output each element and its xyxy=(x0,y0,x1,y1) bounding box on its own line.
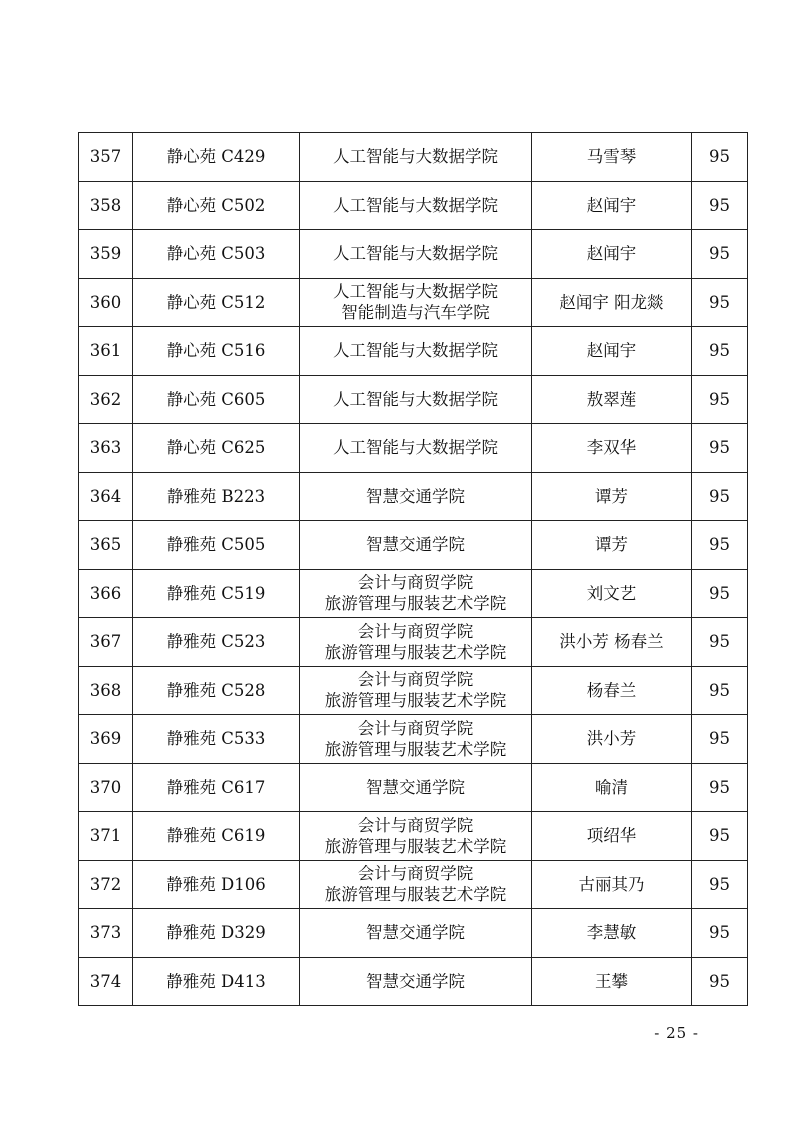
cell-staff: 谭芳 xyxy=(532,521,692,570)
table-row xyxy=(79,909,748,958)
college-name: 旅游管理与服装艺术学院 xyxy=(324,885,507,905)
table-row xyxy=(79,181,748,230)
table-row xyxy=(79,133,748,182)
college-name: 人工智能与大数据学院 xyxy=(333,341,498,361)
cell-number: 359 xyxy=(79,230,133,279)
cell-staff: 王攀 xyxy=(532,957,692,1006)
cell-college xyxy=(300,909,532,958)
cell-score: 95 xyxy=(692,327,748,376)
cell-college xyxy=(300,181,532,230)
cell-staff: 古丽其乃 xyxy=(532,860,692,909)
cell-staff: 赵闻宇 xyxy=(532,181,692,230)
cell-score: 95 xyxy=(692,569,748,618)
college-name: 人工智能与大数据学院 xyxy=(333,389,498,409)
cell-staff: 杨春兰 xyxy=(532,666,692,715)
college-name: 智慧交通学院 xyxy=(366,971,465,991)
cell-staff: 马雪琴 xyxy=(532,133,692,182)
college-name: 人工智能与大数据学院 xyxy=(333,244,498,264)
cell-score: 95 xyxy=(692,812,748,861)
cell-number: 370 xyxy=(79,763,133,812)
cell-college xyxy=(300,812,532,861)
table-row xyxy=(79,375,748,424)
cell-staff: 项绍华 xyxy=(532,812,692,861)
college-name: 智慧交通学院 xyxy=(366,777,465,797)
cell-score: 95 xyxy=(692,715,748,764)
cell-score: 95 xyxy=(692,278,748,327)
cell-room: 静雅苑 D329 xyxy=(133,909,300,958)
cell-room: 静雅苑 C533 xyxy=(133,715,300,764)
cell-score: 95 xyxy=(692,763,748,812)
cell-room: 静心苑 C503 xyxy=(133,230,300,279)
college-name: 旅游管理与服装艺术学院 xyxy=(324,836,507,856)
cell-room: 静雅苑 C505 xyxy=(133,521,300,570)
cell-number: 371 xyxy=(79,812,133,861)
cell-score: 95 xyxy=(692,860,748,909)
cell-number: 372 xyxy=(79,860,133,909)
college-name: 会计与商贸学院 xyxy=(357,573,474,593)
cell-staff: 李慧敏 xyxy=(532,909,692,958)
cell-number: 358 xyxy=(79,181,133,230)
cell-college xyxy=(300,860,532,909)
table-row xyxy=(79,424,748,473)
college-name: 人工智能与大数据学院 xyxy=(333,195,498,215)
cell-room: 静雅苑 C619 xyxy=(133,812,300,861)
cell-number: 362 xyxy=(79,375,133,424)
college-name: 旅游管理与服装艺术学院 xyxy=(324,691,507,711)
cell-college xyxy=(300,230,532,279)
cell-score: 95 xyxy=(692,666,748,715)
cell-number: 360 xyxy=(79,278,133,327)
cell-number: 364 xyxy=(79,472,133,521)
table-row xyxy=(79,472,748,521)
table-row xyxy=(79,618,748,667)
cell-score: 95 xyxy=(692,957,748,1006)
cell-room: 静心苑 C516 xyxy=(133,327,300,376)
cell-score: 95 xyxy=(692,230,748,279)
cell-number: 363 xyxy=(79,424,133,473)
cell-room: 静心苑 C429 xyxy=(133,133,300,182)
cell-college xyxy=(300,375,532,424)
cell-room: 静心苑 C512 xyxy=(133,278,300,327)
cell-staff: 喻清 xyxy=(532,763,692,812)
cell-college xyxy=(300,133,532,182)
cell-number: 365 xyxy=(79,521,133,570)
college-name: 会计与商贸学院 xyxy=(357,718,474,738)
cell-score: 95 xyxy=(692,618,748,667)
college-name: 会计与商贸学院 xyxy=(357,621,474,641)
table-row xyxy=(79,715,748,764)
cell-college xyxy=(300,618,532,667)
college-name: 会计与商贸学院 xyxy=(357,815,474,835)
table-row xyxy=(79,763,748,812)
cell-score: 95 xyxy=(692,133,748,182)
cell-staff: 赵闻宇 xyxy=(532,327,692,376)
cell-score: 95 xyxy=(692,375,748,424)
table-row xyxy=(79,278,748,327)
cell-number: 367 xyxy=(79,618,133,667)
table-row xyxy=(79,666,748,715)
table-row xyxy=(79,327,748,376)
cell-room: 静心苑 C605 xyxy=(133,375,300,424)
cell-score: 95 xyxy=(692,472,748,521)
cell-college xyxy=(300,424,532,473)
cell-room: 静雅苑 C528 xyxy=(133,666,300,715)
cell-college xyxy=(300,327,532,376)
cell-room: 静雅苑 D413 xyxy=(133,957,300,1006)
cell-score: 95 xyxy=(692,181,748,230)
cell-room: 静心苑 C625 xyxy=(133,424,300,473)
table-row xyxy=(79,569,748,618)
cell-staff: 赵闻宇 xyxy=(532,230,692,279)
cell-number: 357 xyxy=(79,133,133,182)
table-row xyxy=(79,230,748,279)
college-name: 人工智能与大数据学院 xyxy=(333,438,498,458)
college-name: 旅游管理与服装艺术学院 xyxy=(324,642,507,662)
cell-number: 373 xyxy=(79,909,133,958)
college-name: 会计与商贸学院 xyxy=(357,864,474,884)
cell-number: 369 xyxy=(79,715,133,764)
table-row xyxy=(79,957,748,1006)
cell-staff: 刘文艺 xyxy=(532,569,692,618)
cell-number: 366 xyxy=(79,569,133,618)
college-name: 智慧交通学院 xyxy=(366,486,465,506)
cell-college xyxy=(300,715,532,764)
table-body xyxy=(79,133,748,1006)
cell-number: 361 xyxy=(79,327,133,376)
cell-staff: 谭芳 xyxy=(532,472,692,521)
cell-college xyxy=(300,472,532,521)
college-name: 旅游管理与服装艺术学院 xyxy=(324,594,507,614)
cell-number: 368 xyxy=(79,666,133,715)
table-row xyxy=(79,812,748,861)
page-number: - 25 - xyxy=(654,1024,699,1042)
cell-staff: 洪小芳 xyxy=(532,715,692,764)
table-row xyxy=(79,521,748,570)
college-name: 人工智能与大数据学院 xyxy=(333,282,498,302)
cell-college xyxy=(300,666,532,715)
college-name: 智慧交通学院 xyxy=(366,923,465,943)
cell-college xyxy=(300,521,532,570)
cell-college xyxy=(300,569,532,618)
cell-staff: 洪小芳 杨春兰 xyxy=(532,618,692,667)
cell-college xyxy=(300,278,532,327)
college-name: 智慧交通学院 xyxy=(366,535,465,555)
cell-room: 静雅苑 D106 xyxy=(133,860,300,909)
college-name: 会计与商贸学院 xyxy=(357,670,474,690)
cell-score: 95 xyxy=(692,909,748,958)
cell-room: 静心苑 C502 xyxy=(133,181,300,230)
college-name: 旅游管理与服装艺术学院 xyxy=(324,739,507,759)
cell-room: 静雅苑 B223 xyxy=(133,472,300,521)
college-name: 人工智能与大数据学院 xyxy=(333,147,498,167)
cell-number: 374 xyxy=(79,957,133,1006)
college-name: 智能制造与汽车学院 xyxy=(341,303,490,323)
cell-college xyxy=(300,957,532,1006)
cell-staff: 李双华 xyxy=(532,424,692,473)
cell-staff: 敖翠莲 xyxy=(532,375,692,424)
cell-score: 95 xyxy=(692,424,748,473)
table-row xyxy=(79,860,748,909)
cell-college xyxy=(300,763,532,812)
cell-room: 静雅苑 C519 xyxy=(133,569,300,618)
cell-room: 静雅苑 C617 xyxy=(133,763,300,812)
cell-room: 静雅苑 C523 xyxy=(133,618,300,667)
cell-staff: 赵闻宇 阳龙燚 xyxy=(532,278,692,327)
cell-score: 95 xyxy=(692,521,748,570)
records-table xyxy=(78,132,748,1006)
